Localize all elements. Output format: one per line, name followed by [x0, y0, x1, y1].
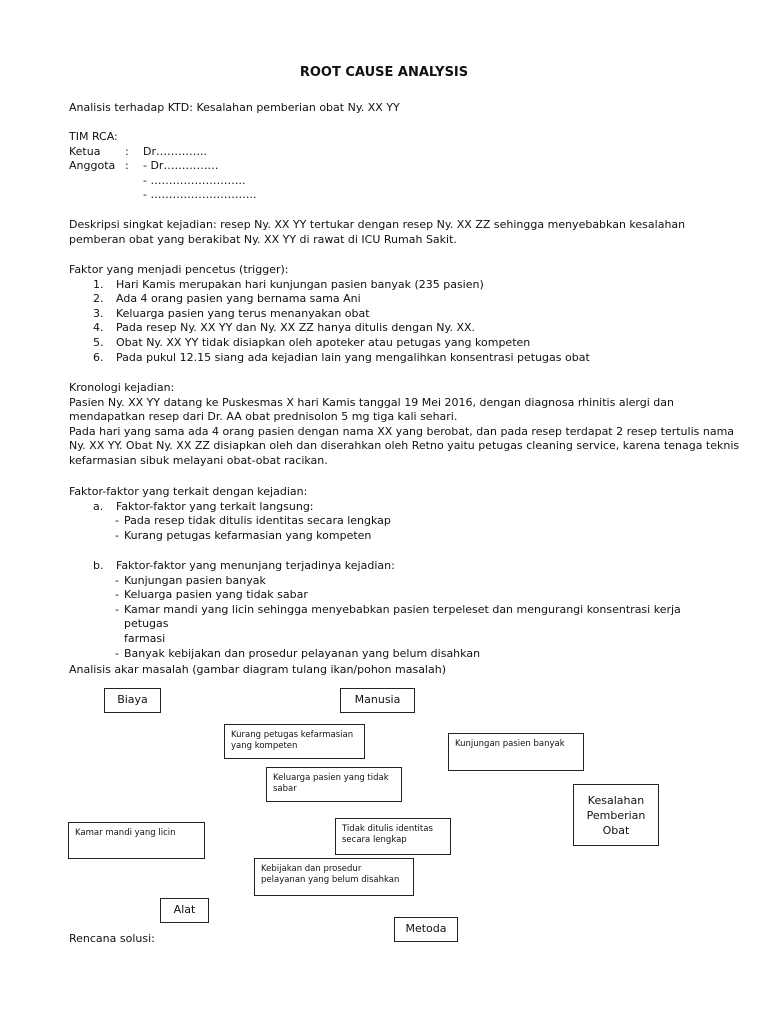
category-alat: Alat — [160, 898, 209, 923]
factors-a-label: a. Faktor-faktor yang terkait langsung: — [93, 499, 314, 513]
cause-keluarga: Keluarga pasien yang tidak sabar — [266, 767, 402, 802]
list-item: - Kurang petugas kefarmasian yang kompeten — [115, 528, 372, 542]
list-item: farmasi — [124, 631, 166, 645]
anggota-value-3: - ……………………….. — [143, 188, 257, 202]
cause-kunjungan: Kunjungan pasien banyak — [448, 733, 584, 771]
description-line: Deskripsi singkat kejadian: resep Ny. XX YY tertukar dengan resep Ny. XX ZZ sehingga menyebabkan kesalahan — [69, 218, 686, 231]
chronology-line: Pasien Ny. XX YY datang ke Puskesmas X hari Kamis tanggal 19 Mei 2016, dengan diagnosa rhinitis alergi dan — [69, 395, 674, 409]
chronology-section — [69, 381, 740, 469]
cause-kebijakan: Kebijakan dan prosedur pelayanan yang belum disahkan — [254, 858, 414, 896]
team-heading: TIM RCA: — [69, 130, 118, 143]
factors-section — [69, 485, 709, 543]
ketua-label: Ketua — [69, 144, 101, 158]
ketua-colon: : — [125, 144, 129, 158]
chronology-line: Pada hari yang sama ada 4 orang pasien dengan nama XX yang berobat, dan pada resep terdapat 2 resep tertulis nama — [69, 424, 735, 438]
factors-b-section — [69, 559, 709, 661]
trigger-list — [69, 278, 709, 366]
factors-heading: Faktor-faktor yang terkait dengan kejadian: — [69, 485, 308, 498]
cause-tidak-ditulis: Tidak ditulis identitas secara lengkap — [335, 818, 451, 855]
list-item: - Keluarga pasien yang tidak sabar — [115, 588, 308, 602]
ketua-value: Dr………….. — [143, 144, 207, 158]
team-section — [69, 130, 709, 203]
chronology-line: mendapatkan resep dari Dr. AA obat prednisolon 5 mg tiga kali sehari. — [69, 410, 458, 424]
anggota-value-2: - …………………….. — [143, 173, 246, 187]
anggota-colon: : — [125, 159, 129, 173]
factors-b-list — [69, 574, 709, 662]
category-biaya: Biaya — [104, 688, 161, 713]
analysis-line: Analisis terhadap KTD: Kesalahan pemberian obat Ny. XX YY — [69, 101, 400, 114]
chronology-line: kefarmasian sibuk melayani obat-obat racikan. — [69, 453, 328, 467]
chronology-line: Ny. XX YY. Obat Ny. XX ZZ disiapkan oleh dan diserahkan oleh Retno yaitu petugas cleaning service, karena tenaga teknis — [69, 439, 740, 453]
list-item: 1. Hari Kamis merupakan hari kunjungan pasien banyak (235 pasien) — [93, 277, 484, 291]
trigger-section — [69, 263, 709, 365]
team-ketua-row — [69, 145, 709, 160]
description-section — [69, 218, 709, 247]
team-anggota-row — [69, 174, 709, 189]
list-item: 6. Pada pukul 12.15 siang ada kejadian lain yang mengalihkan konsentrasi petugas obat — [93, 350, 590, 364]
team-anggota-row — [69, 188, 709, 203]
factors-a-list — [69, 514, 709, 543]
document-title: ROOT CAUSE ANALYSIS — [299, 65, 469, 80]
list-item: 4. Pada resep Ny. XX YY dan Ny. XX ZZ hanya ditulis dengan Ny. XX. — [93, 321, 476, 335]
list-item: - Pada resep tidak ditulis identitas secara lengkap — [115, 514, 391, 528]
trigger-heading: Faktor yang menjadi pencetus (trigger): — [69, 263, 289, 276]
list-item: - Banyak kebijakan dan prosedur pelayanan yang belum disahkan — [115, 646, 481, 660]
factors-b-label: b. Faktor-faktor yang menunjang terjadinya kejadian: — [93, 559, 395, 572]
description-line: pemberan obat yang berakibat Ny. XX YY di rawat di ICU Rumah Sakit. — [69, 232, 457, 246]
list-item: 2. Ada 4 orang pasien yang bernama sama Ani — [93, 292, 361, 306]
list-item: 3. Keluarga pasien yang terus menanyakan obat — [93, 306, 370, 320]
cause-kamar-mandi: Kamar mandi yang licin — [68, 822, 205, 859]
team-anggota-row — [69, 159, 709, 174]
list-item: 5. Obat Ny. XX YY tidak disiapkan oleh apoteker atau petugas yang kompeten — [93, 335, 531, 349]
chronology-heading: Kronologi kejadian: — [69, 381, 175, 394]
effect-box: Kesalahan Pemberian Obat — [573, 784, 659, 846]
solution-heading: Rencana solusi: — [69, 932, 155, 945]
category-manusia: Manusia — [340, 688, 415, 713]
list-item: - Kunjungan pasien banyak — [115, 573, 266, 587]
root-cause-heading: Analisis akar masalah (gambar diagram tulang ikan/pohon masalah) — [69, 663, 446, 676]
category-metoda: Metoda — [394, 917, 458, 942]
cause-kurang-petugas: Kurang petugas kefarmasian yang kompeten — [224, 724, 365, 759]
anggota-value-1: - Dr…………… — [143, 159, 219, 173]
list-item: - Kamar mandi yang licin sehingga menyebabkan pasien terpeleset dan mengurangi konsentrasi kerja petugas — [115, 602, 681, 631]
anggota-label: Anggota — [69, 159, 116, 173]
